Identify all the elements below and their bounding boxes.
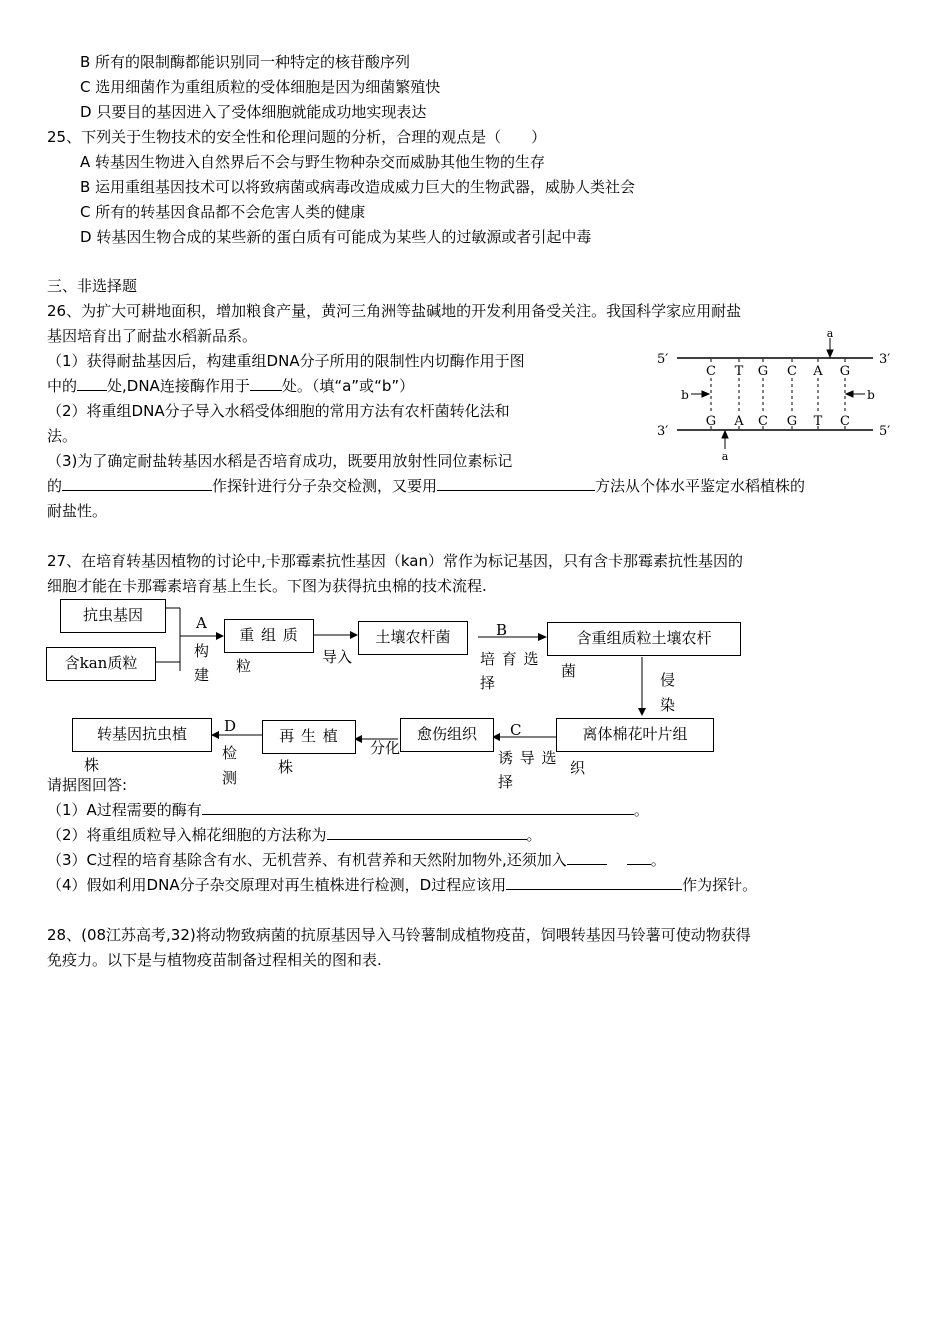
label-construct-2: 建 [194, 666, 210, 684]
label-culture-1: 培 育 选 [480, 650, 540, 668]
dna-bottom-base: A [734, 414, 744, 429]
dna-top-base: G [757, 364, 769, 379]
q27-sub3: （3）C过程的培育基除含有水、无机营养、有机营养和天然附加物外,还须加入 。 [47, 851, 666, 869]
q27-stem-line2: 细胞才能在卡那霉素培育基上生长。下图为获得抗虫棉的技术流程. [47, 577, 487, 595]
dna-top-base: C [787, 364, 797, 379]
q27-sub4: （4）假如利用DNA分子杂交原理对再生植株进行检测，D过程应该用 作为探针。 [47, 876, 758, 894]
q27-blank-probe[interactable] [506, 875, 682, 890]
q26-part3-line3: 耐盐性。 [47, 502, 108, 520]
dna-top-base: A [813, 364, 823, 379]
label-detect-2: 测 [222, 769, 238, 787]
label-leaf-2: 织 [570, 759, 586, 777]
q26-blank-ligase[interactable] [250, 376, 282, 391]
label-step-a: A [196, 614, 207, 632]
q27-blank-additive-2[interactable] [627, 850, 651, 865]
dna-top-5prime: 5′ [657, 352, 669, 367]
dna-bottom-5prime: 5′ [879, 424, 891, 439]
dna-diagram [655, 328, 905, 468]
q28-stem-line2: 免疫力。以下是与植物疫苗制备过程相关的图和表. [47, 951, 382, 969]
q24-option-c: C 选用细菌作为重组质粒的受体细胞是因为细菌繁殖快 [80, 78, 441, 96]
box-callus: 愈伤组织 [400, 718, 494, 752]
q24-option-d: D 只要目的基因进入了受体细胞就能成功地实现表达 [80, 103, 427, 121]
dna-bottom-base: G [786, 414, 798, 429]
label-infect-2: 染 [660, 696, 676, 714]
q26-blank-method[interactable] [437, 476, 595, 491]
dna-bottom-base: C [758, 414, 768, 429]
dna-bottom-base: C [840, 414, 850, 429]
label-import: 导入 [322, 648, 353, 666]
q27-blank-enzymes[interactable] [202, 800, 634, 815]
q26-part2-line2: 法。 [47, 427, 78, 445]
box-insect-resistant-gene: 抗虫基因 [60, 599, 166, 633]
label-final-2: 株 [84, 756, 100, 774]
q26-stem-line2: 基因培育出了耐盐水稻新品系。 [47, 327, 258, 345]
q27-sub2: （2）将重组质粒导入棉花细胞的方法称为 。 [47, 826, 542, 844]
q28-stem-line1: 28、(08江苏高考,32)将动物致病菌的抗原基因导入马铃薯制成植物疫苗，饲喂转基因马铃薯可使动物获得 [47, 926, 751, 944]
q25-option-a: A 转基因生物进入自然界后不会与野生物种杂交而威胁其他生物的生存 [80, 153, 546, 171]
label-step-b: B [496, 621, 508, 639]
label-regen-2: 株 [278, 758, 294, 776]
box-agro-with-plasmid: 含重组质粒土壤农杆 [547, 622, 741, 656]
dna-top-base: C [706, 364, 716, 379]
q26-blank-probe[interactable] [62, 476, 212, 491]
q27-sub1: （1）A过程需要的酶有 。 [47, 801, 649, 819]
box-regenerated-plant: 再 生 植 [262, 720, 356, 754]
label-differentiation: 分化 [370, 739, 401, 757]
q26-part2-line1: （2）将重组DNA分子导入水稻受体细胞的常用方法有农杆菌转化法和 [47, 402, 510, 420]
label-detect-1: 检 [222, 744, 238, 762]
dna-label-b-left: b [681, 388, 689, 402]
q26-part3-line2: 的 作探针进行分子杂交检测，又要用 方法从个体水平鉴定水稻植株的 [47, 477, 806, 495]
dna-top-base: G [839, 364, 851, 379]
q24-option-b: B 所有的限制酶都能识别同一种特定的核苷酸序列 [80, 53, 411, 71]
box-leaf-tissue: 离体棉花叶片组 [556, 718, 714, 752]
q26-blank-restriction[interactable] [77, 376, 107, 391]
q25-option-d: D 转基因生物合成的某些新的蛋白质有可能成为某些人的过敏源或者引起中毒 [80, 228, 592, 246]
q27-blank-additive-1[interactable] [567, 850, 607, 865]
box-kan-plasmid: 含kan质粒 [46, 647, 156, 681]
label-construct-1: 构 [194, 642, 210, 660]
q26-part1-line1: （1）获得耐盐基因后，构建重组DNA分子所用的限制性内切酶作用于图 [47, 352, 525, 370]
dna-bottom-base: G [705, 414, 717, 429]
box-agrobacterium: 土壤农杆菌 [358, 621, 468, 655]
q27-answer-intro: 请据图回答: [47, 776, 128, 794]
dna-top-3prime: 3′ [879, 352, 891, 367]
box-recombinant-plasmid: 重 组 质 [224, 619, 314, 653]
dna-label-a-bottom: a [721, 450, 729, 463]
dna-bottom-base: T [813, 414, 823, 429]
label-infect-1: 侵 [660, 671, 676, 689]
q25-option-c: C 所有的转基因食品都不会危害人类的健康 [80, 203, 366, 221]
label-culture-2: 择 [480, 674, 496, 692]
q26-part3-line1: （3)为了确定耐盐转基因水稻是否培育成功，既要用放射性同位素标记 [47, 452, 513, 470]
label-step-d: D [224, 717, 237, 735]
q25-option-b: B 运用重组基因技术可以将致病菌或病毒改造成威力巨大的生物武器，威胁人类社会 [80, 178, 636, 196]
dna-top-base: T [734, 364, 744, 379]
label-recomb-2: 粒 [236, 657, 252, 675]
q27-blank-method[interactable] [327, 825, 527, 840]
label-step-c: C [510, 721, 522, 739]
q27-stem-line1: 27、在培育转基因植物的讨论中,卡那霉素抗性基因（kan）常作为标记基因，只有含卡那霉素抗性基因的 [47, 552, 743, 570]
section-title: 三、非选择题 [47, 277, 138, 295]
label-agro-2: 菌 [561, 662, 577, 680]
dna-label-b-right: b [867, 388, 875, 402]
box-transgenic-plant: 转基因抗虫植 [72, 718, 212, 752]
q25-stem: 25、下列关于生物技术的安全性和伦理问题的分析，合理的观点是（ ） [47, 128, 547, 146]
label-induce-2: 择 [498, 773, 514, 791]
q26-stem-line1: 26、为扩大可耕地面积，增加粮食产量，黄河三角洲等盐碱地的开发利用备受关注。我国科学家应用耐盐 [47, 302, 742, 320]
q26-part1-line2: 中的 处,DNA连接酶作用于 处。（填“a”或“b”） [47, 377, 415, 395]
dna-label-a-top: a [826, 328, 834, 340]
dna-bottom-3prime: 3′ [657, 424, 669, 439]
label-induce-1: 诱 导 选 [498, 749, 558, 767]
